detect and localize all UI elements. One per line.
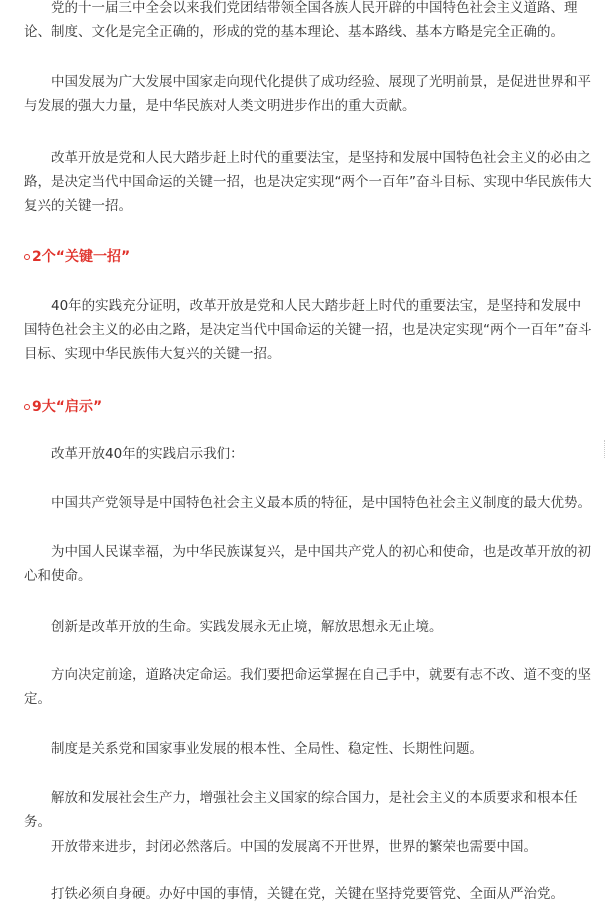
paragraph-revelation-4: 方向决定前途，道路决定命运。我们要把命运掌握在自己手中，就要有志不改、道不变的坚定。: [24, 667, 591, 707]
paragraph-revelation-intro: 改革开放40年的实践启示我们：: [51, 446, 244, 462]
paragraph-top-3: 改革开放是党和人民大踏步赶上时代的重要法宝，是坚持和发展中国特色社会主义的必由之路，是决定当代中国命运的关键一招，也是决定实现“两个一百年”奋斗目标、实现中华民族伟大复兴的关键一招。: [24, 150, 592, 214]
paragraph-revelation-1: 中国共产党领导是中国特色社会主义最本质的特征，是中国特色社会主义制度的最大优势。: [51, 495, 591, 511]
paragraph-revelation-7: 开放带来进步，封闭必然落后。中国的发展离不开世界，世界的繁荣也需要中国。: [51, 839, 537, 855]
paragraph-top-2: 中国发展为广大发展中国家走向现代化提供了成功经验、展现了光明前景，是促进世界和平与发展的强大力量，是中华民族对人类文明进步作出的重大贡献。: [24, 74, 591, 114]
paragraph-revelation-8: 打铁必须自身硬。办好中国的事情，关键在党，关键在坚持党要管党、全面从严治党。: [51, 886, 564, 902]
heading-text: 9大“启示”: [32, 399, 103, 415]
paragraph-revelation-5: 制度是关系党和国家事业发展的根本性、全局性、稳定性、长期性问题。: [51, 741, 483, 757]
paragraph-revelation-3: 创新是改革开放的生命。实践发展永无止境，解放思想永无止境。: [51, 619, 443, 635]
circle-bullet-icon: [24, 404, 30, 410]
circle-bullet-icon: [24, 254, 30, 260]
paragraph-revelation-2: 为中国人民谋幸福，为中华民族谋复兴，是中国共产党人的初心和使命，也是改革开放的初心和使命。: [24, 544, 591, 584]
section-heading-key-moves: [24, 245, 130, 269]
paragraph-revelation-6: 解放和发展社会生产力，增强社会主义国家的综合国力，是社会主义的本质要求和根本任务。: [24, 790, 578, 830]
scroll-edge-mark: [604, 440, 609, 458]
heading-text: 2个“关键一招”: [32, 249, 131, 265]
paragraph-key-moves: 40年的实践充分证明，改革开放是党和人民大踏步赶上时代的重要法宝，是坚持和发展中国特色社会主义的必由之路，是决定当代中国命运的关键一招，也是决定实现“两个一百年”奋斗目标、实现中华民族伟大复兴的关键一招。: [24, 298, 592, 362]
section-heading-revelations: [24, 395, 102, 419]
paragraph-top-1: 党的十一届三中全会以来我们党团结带领全国各族人民开辟的中国特色社会主义道路、理论、制度、文化是完全正确的，形成的党的基本理论、基本路线、基本方略是完全正确的。: [24, 0, 578, 40]
